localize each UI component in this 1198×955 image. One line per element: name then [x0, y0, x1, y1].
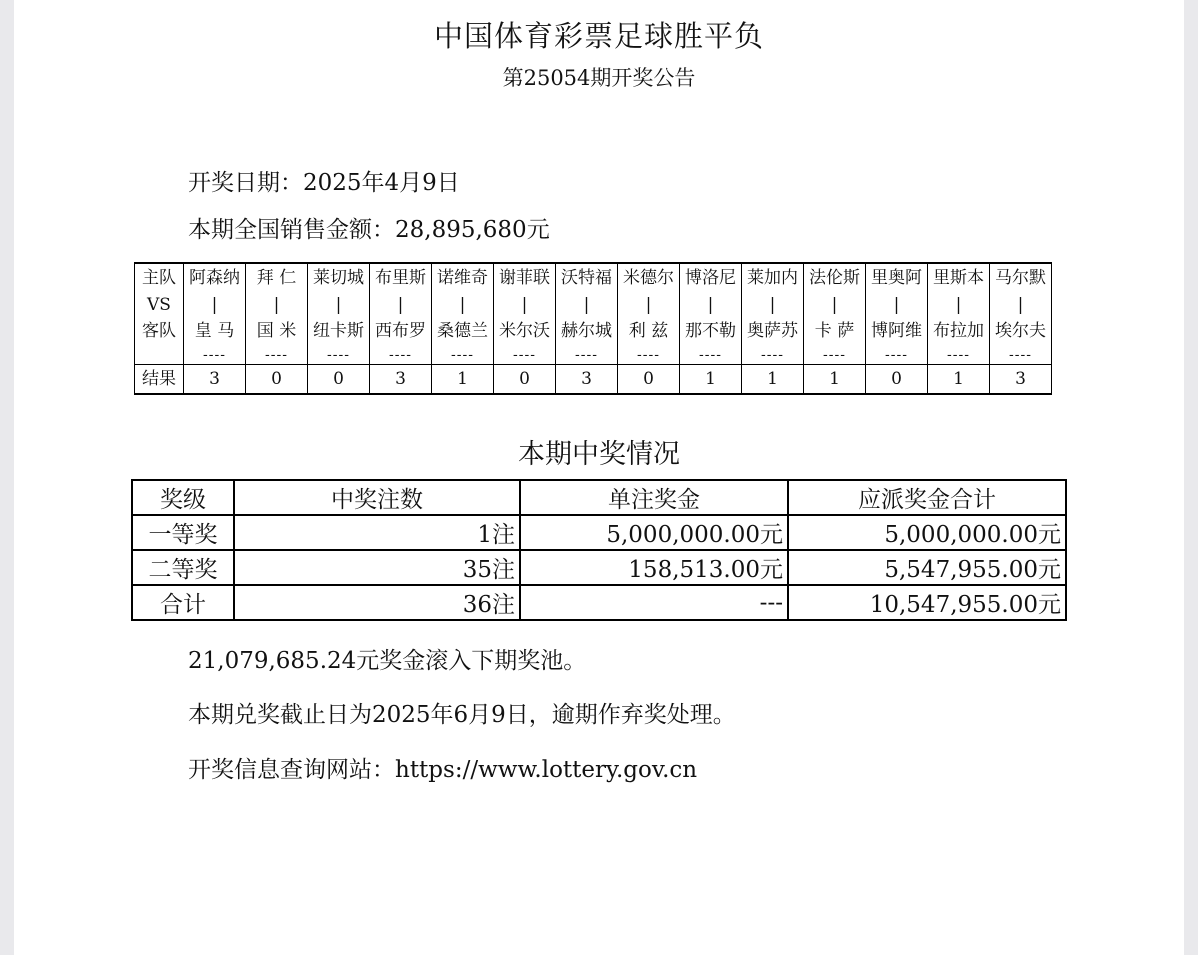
column-header: 单注奖金 [520, 480, 788, 515]
total-prize: 10,547,955.00元 [788, 585, 1066, 620]
vs-separator: | [866, 293, 928, 317]
page-title: 中国体育彩票足球胜平负 [433, 19, 764, 53]
match-table [134, 262, 1052, 395]
away-team: 博阿维 [866, 317, 928, 346]
match-result: 1 [928, 365, 990, 395]
home-team: 博洛尼 [680, 263, 742, 293]
dash-separator: ---- [184, 346, 246, 365]
home-team-row [135, 263, 1052, 293]
column-header: 应派奖金合计 [788, 480, 1066, 515]
home-team: 里奥阿 [866, 263, 928, 293]
dash-label-cell [135, 346, 184, 365]
vs-separator: | [432, 293, 494, 317]
match-result: 1 [680, 365, 742, 395]
vs-separator: | [990, 293, 1052, 317]
dash-separator: ---- [742, 346, 804, 365]
vs-separator: | [742, 293, 804, 317]
prize-level: 一等奖 [132, 515, 234, 550]
vs-separator: | [370, 293, 432, 317]
away-team: 利 兹 [618, 317, 680, 346]
away-team: 桑德兰 [432, 317, 494, 346]
winning-count: 36注 [234, 585, 520, 620]
match-result: 1 [432, 365, 494, 395]
prize-level: 合计 [132, 585, 234, 620]
match-result: 0 [618, 365, 680, 395]
page-subtitle: 第25054期开奖公告 [502, 66, 696, 90]
home-team: 马尔默 [990, 263, 1052, 293]
match-result: 0 [246, 365, 308, 395]
home-team: 米德尔 [618, 263, 680, 293]
home-team: 里斯本 [928, 263, 990, 293]
away-label: 客队 [135, 317, 184, 346]
match-result: 1 [804, 365, 866, 395]
vs-separator: | [308, 293, 370, 317]
document-page [14, 0, 1184, 955]
sales-amount: 本期全国销售金额：28,895,680元 [188, 217, 550, 243]
dash-separator: ---- [494, 346, 556, 365]
away-team: 布拉加 [928, 317, 990, 346]
match-result: 0 [494, 365, 556, 395]
vs-label: VS [135, 293, 184, 317]
vs-row [135, 293, 1052, 317]
home-team: 拜 仁 [246, 263, 308, 293]
dash-separator: ---- [680, 346, 742, 365]
away-team: 赫尔城 [556, 317, 618, 346]
home-team: 法伦斯 [804, 263, 866, 293]
vs-separator: | [618, 293, 680, 317]
match-result: 1 [742, 365, 804, 395]
winning-count: 1注 [234, 515, 520, 550]
dash-separator: ---- [556, 346, 618, 365]
home-team: 阿森纳 [184, 263, 246, 293]
dash-separator: ---- [618, 346, 680, 365]
match-result: 0 [308, 365, 370, 395]
result-row [135, 365, 1052, 395]
away-team: 那不勒 [680, 317, 742, 346]
vs-separator: | [246, 293, 308, 317]
home-team: 布里斯 [370, 263, 432, 293]
vs-separator: | [184, 293, 246, 317]
vs-separator: | [680, 293, 742, 317]
home-team: 莱切城 [308, 263, 370, 293]
match-result: 3 [184, 365, 246, 395]
deadline-note: 本期兑奖截止日为2025年6月9日，逾期作弃奖处理。 [188, 702, 736, 728]
table-row [132, 550, 1066, 585]
match-result: 3 [370, 365, 432, 395]
vs-separator: | [928, 293, 990, 317]
away-team: 米尔沃 [494, 317, 556, 346]
dash-separator: ---- [866, 346, 928, 365]
table-row [132, 585, 1066, 620]
away-team-row [135, 317, 1052, 346]
vs-separator: | [494, 293, 556, 317]
dash-separator: ---- [990, 346, 1052, 365]
dash-separator: ---- [432, 346, 494, 365]
match-result: 3 [556, 365, 618, 395]
dash-separator: ---- [804, 346, 866, 365]
dash-row [135, 346, 1052, 365]
dash-separator: ---- [308, 346, 370, 365]
home-team: 谢菲联 [494, 263, 556, 293]
column-header: 中奖注数 [234, 480, 520, 515]
rollover-note: 21,079,685.24元奖金滚入下期奖池。 [188, 648, 587, 674]
prize-table [131, 479, 1067, 621]
total-prize: 5,547,955.00元 [788, 550, 1066, 585]
away-team: 奥萨苏 [742, 317, 804, 346]
dash-separator: ---- [246, 346, 308, 365]
home-team: 沃特福 [556, 263, 618, 293]
dash-separator: ---- [928, 346, 990, 365]
prize-section-title: 本期中奖情况 [518, 439, 680, 470]
website-note: 开奖信息查询网站：https://www.lottery.gov.cn [188, 757, 698, 783]
home-team: 莱加内 [742, 263, 804, 293]
dash-separator: ---- [370, 346, 432, 365]
away-team: 埃尔夫 [990, 317, 1052, 346]
away-team: 皇 马 [184, 317, 246, 346]
vs-separator: | [556, 293, 618, 317]
column-header: 奖级 [132, 480, 234, 515]
home-team: 诺维奇 [432, 263, 494, 293]
vs-separator: | [804, 293, 866, 317]
away-team: 纽卡斯 [308, 317, 370, 346]
match-result: 3 [990, 365, 1052, 395]
single-prize: 158,513.00元 [520, 550, 788, 585]
home-label: 主队 [135, 263, 184, 293]
prize-level: 二等奖 [132, 550, 234, 585]
total-prize: 5,000,000.00元 [788, 515, 1066, 550]
draw-date: 开奖日期：2025年4月9日 [188, 170, 460, 196]
table-row [132, 515, 1066, 550]
prize-header-row [132, 480, 1066, 515]
away-team: 西布罗 [370, 317, 432, 346]
away-team: 卡 萨 [804, 317, 866, 346]
away-team: 国 米 [246, 317, 308, 346]
single-prize: 5,000,000.00元 [520, 515, 788, 550]
match-result: 0 [866, 365, 928, 395]
result-label: 结果 [135, 365, 184, 395]
winning-count: 35注 [234, 550, 520, 585]
single-prize: --- [520, 585, 788, 620]
